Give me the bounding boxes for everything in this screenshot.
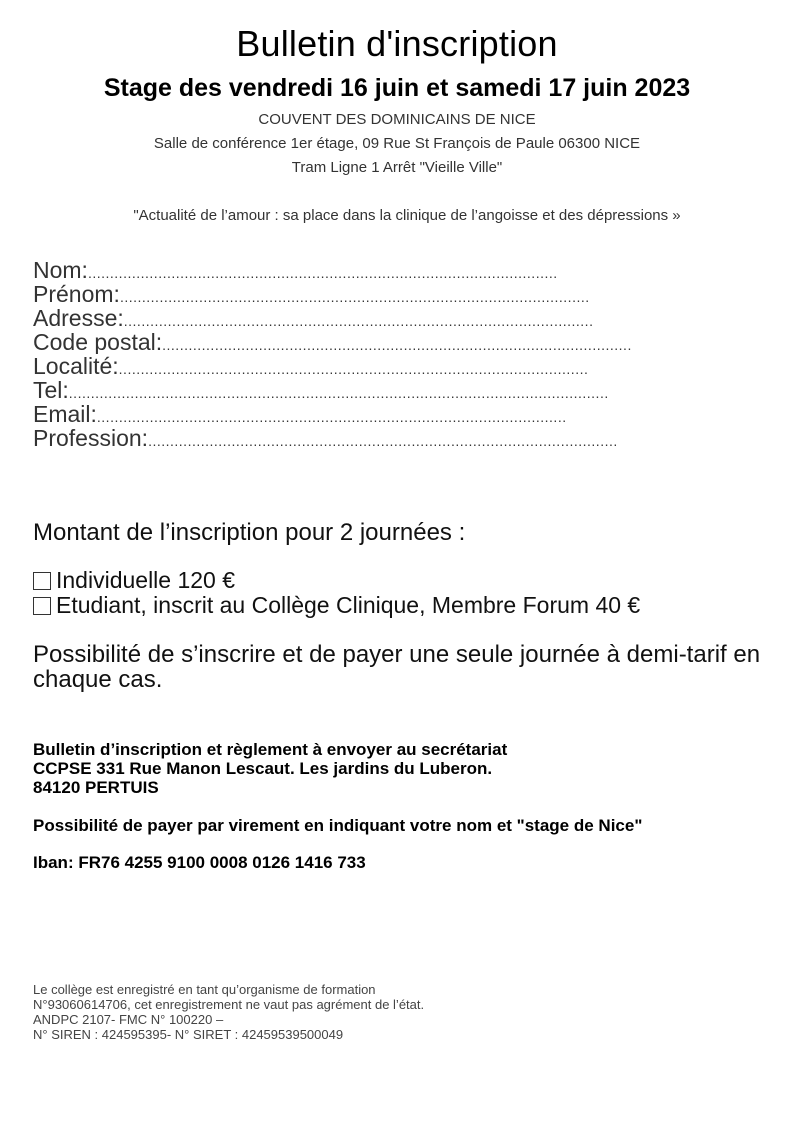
footer-line: Le collège est enregistré en tant qu’organisme de formation	[33, 982, 376, 997]
checkbox-icon[interactable]	[33, 597, 51, 615]
pricing-options	[33, 568, 640, 618]
mailing-instructions	[33, 740, 507, 797]
option-label: Etudiant, inscrit au Collège Clinique, Membre Forum 40 €	[56, 592, 641, 618]
field-label: Nom:	[33, 258, 88, 282]
footer-line: N°93060614706, cet enregistrement ne vaut pas agrément de l’état.	[33, 997, 425, 1012]
fill-in-line[interactable]: ...........................................................................................................	[162, 337, 632, 353]
venue-name: COUVENT DES DOMINICAINS DE NICE	[258, 111, 536, 128]
half-day-note: Possibilité de s’inscrire et de payer une seule journée à demi-tarif en chaque cas.	[33, 641, 761, 693]
field-profession[interactable]	[33, 426, 733, 450]
mailing-line: Bulletin d’inscription et règlement à envoyer au secrétariat	[33, 740, 508, 759]
legal-footer	[33, 982, 424, 1042]
registration-fields	[33, 258, 733, 450]
option-label: Individuelle 120 €	[56, 567, 236, 593]
field-label: Localité:	[33, 354, 119, 378]
pricing-heading: Montant de l’inscription pour 2 journées :	[33, 519, 466, 546]
footer-line: ANDPC 2107- FMC N° 100220 –	[33, 1012, 224, 1027]
mailing-address-street: CCPSE 331 Rue Manon Lescaut. Les jardins du Luberon.	[33, 759, 493, 778]
field-label: Adresse:	[33, 306, 124, 330]
fill-in-line[interactable]: ...........................................................................................................................	[68, 385, 609, 401]
field-code-postal[interactable]	[33, 330, 733, 354]
field-label: Profession:	[33, 426, 149, 450]
fill-in-line[interactable]: ...........................................................................................................	[96, 409, 567, 425]
field-localite[interactable]	[33, 354, 733, 378]
fill-in-line[interactable]: ...........................................................................................................	[87, 265, 558, 281]
stage-theme: "Actualité de l’amour : sa place dans la clinique de l’angoisse et des dépressions »	[133, 207, 681, 224]
field-tel[interactable]	[33, 378, 733, 402]
option-individuelle[interactable]	[33, 568, 640, 593]
venue-address: Salle de conférence 1er étage, 09 Rue St François de Paule 06300 NICE	[153, 135, 641, 152]
field-label: Code postal:	[33, 330, 163, 354]
field-adresse[interactable]	[33, 306, 733, 330]
field-nom[interactable]	[33, 258, 733, 282]
bank-transfer-note: Possibilité de payer par virement en indiquant votre nom et "stage de Nice"	[33, 816, 643, 835]
option-etudiant[interactable]	[33, 593, 640, 618]
field-label: Email:	[33, 402, 97, 426]
field-prenom[interactable]	[33, 282, 733, 306]
checkbox-icon[interactable]	[33, 572, 51, 590]
field-email[interactable]	[33, 402, 733, 426]
mailing-address-city: 84120 PERTUIS	[33, 778, 159, 797]
fill-in-line[interactable]: ...........................................................................................................	[148, 433, 618, 449]
page-title: Bulletin d'inscription	[236, 23, 558, 64]
iban-number: Iban: FR76 4255 9100 0008 0126 1416 733	[33, 853, 366, 872]
fill-in-line[interactable]: ...........................................................................................................	[123, 313, 594, 329]
fill-in-line[interactable]: ...........................................................................................................	[118, 361, 589, 377]
fill-in-line[interactable]: ...........................................................................................................	[119, 289, 590, 305]
tram-directions: Tram Ligne 1 Arrêt "Vieille Ville"	[291, 159, 503, 176]
field-label: Prénom:	[33, 282, 120, 306]
footer-line: N° SIREN : 424595395- N° SIRET : 42459539500049	[33, 1027, 344, 1042]
field-label: Tel:	[33, 378, 69, 402]
event-dates-subtitle: Stage des vendredi 16 juin et samedi 17 juin 2023	[103, 74, 691, 102]
